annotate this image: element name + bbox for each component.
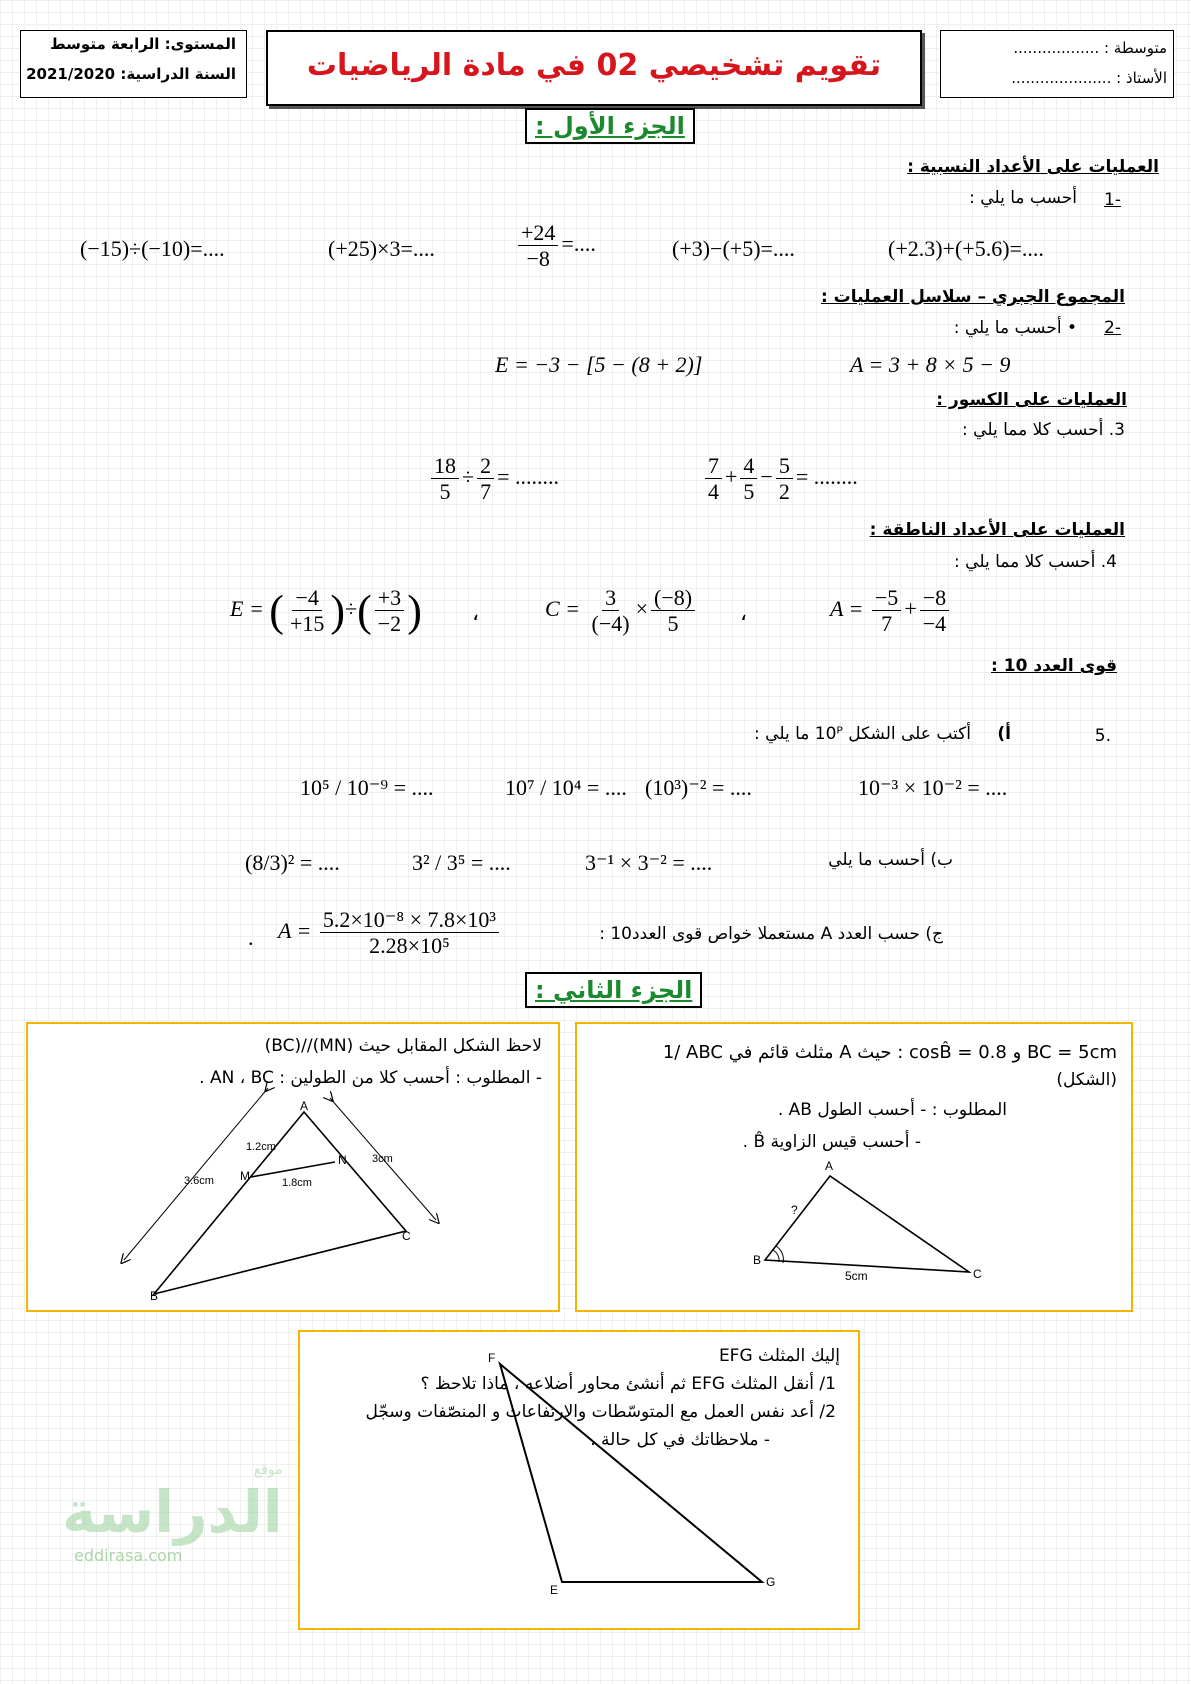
q3b-d2: 5 xyxy=(743,479,755,505)
q2-number: -2 xyxy=(1104,318,1121,338)
q5-number: .5 xyxy=(1094,726,1111,746)
q4C-name: C = xyxy=(545,595,581,621)
q1-frac-tail: =.... xyxy=(561,230,596,256)
label-ab: 3.6cm xyxy=(184,1175,214,1187)
label-A: A xyxy=(825,1159,834,1173)
label-mn: 1.8cm xyxy=(282,1177,312,1189)
q1-expr-1: (−15)÷(−10)=.... xyxy=(80,236,225,261)
label-C: C xyxy=(402,1229,411,1243)
q5c-end: . xyxy=(248,925,254,950)
q1-expr-5: (+2.3)+(+5.6)=.... xyxy=(888,236,1044,261)
label-A: A xyxy=(300,1099,309,1113)
teacher-field: الأستاذ : ..................... xyxy=(1011,69,1167,87)
q1-expr-2: (+25)×3=.... xyxy=(328,236,435,261)
label-G: G xyxy=(766,1575,776,1589)
q5b-item-2: 3² / 3⁵ = .... xyxy=(412,850,511,875)
q4C-n1: 3 xyxy=(602,585,619,611)
q4-expr-C xyxy=(545,585,698,637)
q4C-op: × xyxy=(635,595,649,621)
q2-expr-E: E = −3 − [5 − (8 + 2)] xyxy=(495,352,703,377)
q4E-n2: +3 xyxy=(375,585,404,611)
q4A-n1: −5 xyxy=(872,585,901,611)
q4A-d2: −4 xyxy=(922,611,947,637)
q4A-name: A = xyxy=(830,595,864,621)
label-bc: 5cm xyxy=(845,1269,868,1283)
q1-frac-den: −8 xyxy=(526,246,550,272)
q5b-item-1: (8/3)² = .... xyxy=(245,850,340,875)
task-ab: المطلوب : - أحسب الطول AB . xyxy=(777,1100,1007,1120)
q5a-item-2: 10⁷ / 10⁴ = .... xyxy=(505,775,627,800)
parallel-lines-panel xyxy=(26,1022,560,1312)
q3a-d1: 5 xyxy=(439,479,451,505)
q5c-expr xyxy=(278,907,502,959)
label-an: 3cm xyxy=(372,1153,393,1165)
label-F: F xyxy=(488,1351,496,1365)
q4C-d2: 5 xyxy=(667,611,679,637)
q5b-item-3: 3⁻¹ × 3⁻² = .... xyxy=(585,850,713,875)
q4E-op: ÷ xyxy=(345,595,358,621)
part2-title: الجزء الثاني : xyxy=(525,972,702,1008)
school-year-label: السنة الدراسية: 2021/2020 xyxy=(26,65,236,83)
q1-instruction: أحسب ما يلي : xyxy=(969,188,1077,208)
q1-expr-3 xyxy=(515,220,596,272)
header-left-box xyxy=(20,30,247,98)
q3b-d1: 4 xyxy=(708,479,719,505)
q3b-n2: 4 xyxy=(740,453,757,479)
q3b-d3: 2 xyxy=(778,479,790,505)
q5a-label: أ) xyxy=(997,724,1011,744)
label-E: E xyxy=(550,1583,559,1597)
q3b-tail: = ........ xyxy=(795,463,858,489)
q4E-name: E = xyxy=(230,595,264,621)
efg-task-1: 1/ أنقل المثلث EFG ثم أنشئ محاور أضلاعه ، ماذا تلاحظ ؟ xyxy=(420,1374,836,1394)
q5a-item-1: 10⁵ / 10⁻⁹ = .... xyxy=(300,775,434,800)
label-B: B xyxy=(150,1289,159,1303)
q4-expr-A xyxy=(830,585,952,637)
parallel-task: - المطلوب : أحسب كلا من الطولين : AN ، BC . xyxy=(199,1068,542,1088)
watermark-brand: الدراسة xyxy=(62,1478,283,1546)
q5a-item-4: 10⁻³ × 10⁻² = .... xyxy=(858,775,1008,800)
q4C-d1: (−4) xyxy=(591,611,630,637)
q2-expr-A: A = 3 + 8 × 5 − 9 xyxy=(850,352,1011,377)
q4E-d1: +15 xyxy=(289,611,325,637)
q4A-n2: −8 xyxy=(920,585,949,611)
rationals-heading: العمليات على الأعداد الناطقة : xyxy=(869,520,1125,540)
q1-expr-4: (+3)−(+5)=.... xyxy=(672,236,795,261)
q4-expr-E: E = ( $\frac{-4}{+15}$ )÷( $\frac{+3}{-2}$ ) xyxy=(230,585,422,637)
q3-instruction: 3. أحسب كلا مما يلي : xyxy=(962,420,1125,440)
label-B: B xyxy=(753,1253,762,1267)
title-box xyxy=(266,30,922,106)
fractions-heading: العمليات على الكسور : xyxy=(936,390,1127,410)
right-triangle-panel xyxy=(575,1022,1133,1312)
q4A-d1: 7 xyxy=(881,611,893,637)
triangle-amn-figure xyxy=(28,1024,558,1310)
q5c-name: A = xyxy=(278,917,312,943)
powers-heading: قوى العدد 10 : xyxy=(991,656,1117,676)
q4-comma-1: ، xyxy=(472,600,480,625)
triangle-efg-figure xyxy=(300,1332,858,1628)
q3-expr-b: $\frac{7}{4}$ + $\frac{4}{5}$ − $\frac{5}{2}$ = ........ xyxy=(702,453,858,505)
label-N: N xyxy=(338,1153,347,1167)
watermark-small: موقع xyxy=(253,1462,283,1478)
triangle-statement: 1/ ABC مثلث قائم في A حيث : cosB̂ = 0.8 و BC = 5cm xyxy=(662,1042,1117,1063)
q5c-num: 5.2×10⁻⁸ × 7.8×10³ xyxy=(320,907,499,933)
q3b-n1: 7 xyxy=(705,453,722,479)
q3a-n1: 18 xyxy=(431,453,459,479)
rational-heading: العمليات على الأعداد النسبية : xyxy=(907,157,1159,177)
q2-instruction: • أحسب ما يلي : xyxy=(953,318,1077,338)
efg-task-2: 2/ أعد نفس العمل مع المتوسّطات والارتفاعات و المنصّفات وسجّل xyxy=(365,1402,836,1422)
q5a-item-3: (10³)⁻² = .... xyxy=(645,775,752,800)
part1-title: الجزء الأول : xyxy=(525,108,695,144)
q3a-d2: 7 xyxy=(480,479,492,505)
q3a-n2: 2 xyxy=(477,453,494,479)
q5b-instruction: ب) أحسب ما يلي xyxy=(828,850,953,870)
efg-intro: إليك المثلث EFG xyxy=(718,1346,840,1366)
q5c-den: 2.28×10⁵ xyxy=(369,933,450,959)
q1-number: -1 xyxy=(1104,190,1121,210)
label-C: C xyxy=(973,1267,982,1281)
algebra-heading: المجموع الجبري – سلاسل العمليات : xyxy=(820,287,1125,307)
q5a-instruction: أكتب على الشكل 10ᴾ ما يلي : xyxy=(754,724,971,744)
q3b-n3: 5 xyxy=(776,453,793,479)
q4E-n1: −4 xyxy=(292,585,321,611)
school-field: متوسطة : .................. xyxy=(1013,39,1167,57)
q1-frac-num: +24 xyxy=(518,220,558,246)
q3a-op: ÷ xyxy=(462,463,475,489)
q5c-instruction: ج) حسب العدد A مستعملا خواص قوى العدد10 : xyxy=(599,924,943,944)
watermark-logo xyxy=(62,1462,283,1565)
exam-title: تقويم تشخيصي 02 في مادة الرياضيات xyxy=(306,48,882,83)
triangle-abc-figure xyxy=(577,1024,1131,1310)
q3a-tail: = ........ xyxy=(497,463,559,489)
label-M: M xyxy=(240,1169,250,1183)
level-label: المستوى: الرابعة متوسط xyxy=(50,35,236,53)
efg-panel xyxy=(298,1330,860,1630)
figure-note: (الشكل) xyxy=(1056,1070,1117,1090)
q4E-d2: −2 xyxy=(377,611,402,637)
task-angle: - أحسب قيس الزاوية B̂ . xyxy=(742,1132,921,1152)
q4-comma-2: ، xyxy=(740,600,748,625)
parallel-instruction: لاحظ الشكل المقابل حيث (MN)//(BC) xyxy=(264,1036,542,1056)
label-am: 1.2cm xyxy=(246,1141,276,1153)
label-unknown: ? xyxy=(791,1203,798,1217)
efg-task-2-cont: - ملاحظاتك في كل حالة . xyxy=(590,1430,770,1450)
q4C-n2: (−8) xyxy=(651,585,695,611)
watermark-site: eddirasa.com xyxy=(74,1546,183,1565)
header-right-box xyxy=(940,30,1174,98)
q3-expr-a xyxy=(428,453,559,505)
q4-instruction: 4. أحسب كلا مما يلي : xyxy=(954,552,1117,572)
q4A-op: + xyxy=(904,595,917,621)
